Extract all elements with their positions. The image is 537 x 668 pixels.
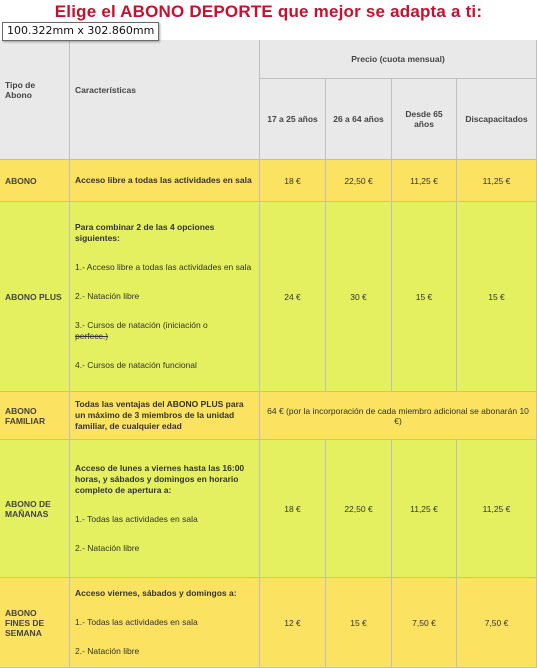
header-tipo: Tipo de Abono (0, 40, 70, 160)
table-row (0, 160, 537, 202)
desc-line: 1.- Acceso libre a todas las actividades en sala (75, 262, 252, 272)
price-discapacitados: 7,50 € (457, 578, 537, 668)
header-caracteristicas: Características (70, 40, 260, 160)
desc-line: 2.- Natación libre (75, 543, 140, 553)
price-26-64: 22,50 € (326, 440, 392, 578)
price-discapacitados: 15 € (457, 202, 537, 392)
price-discapacitados: 11,25 € (457, 440, 537, 578)
header-desde-65: Desde 65 años (392, 79, 457, 160)
price-discapacitados: 11,25 € (457, 160, 537, 202)
price-familiar: 64 € (por la incorporación de cada miembro adicional se abonarán 10 €) (260, 392, 537, 440)
row-tipo: ABONO DE MAÑANAS (0, 440, 70, 578)
page-title: Elige el ABONO DEPORTE que mejor se adapta a ti: (54, 2, 483, 21)
price-17-25: 18 € (260, 440, 326, 578)
row-tipo: ABONO FINES DE SEMANA (0, 578, 70, 668)
desc-line: Acceso libre a todas las actividades en sala (75, 175, 252, 185)
row-tipo: ABONO PLUS (0, 202, 70, 392)
desc-line: 2.- Natación libre (75, 291, 140, 301)
price-desde-65: 15 € (392, 202, 457, 392)
desc-line: Todas las ventajas del ABONO PLUS para un máximo de 3 miembros de la unidad familiar, de cualquier edad (75, 399, 244, 431)
table-row (0, 440, 537, 578)
desc-line: Acceso de lunes a viernes hasta las 16:00 horas, y sábados y domingos en horario completo de apertura a: (75, 463, 245, 495)
row-desc (70, 202, 260, 392)
abono-table (0, 40, 537, 668)
header-discapacitados: Discapacitados (457, 79, 537, 160)
desc-line: 3.- Cursos de natación (iniciación o perfecc.) (75, 320, 208, 341)
header-17-25: 17 a 25 años (260, 79, 326, 160)
header-26-64: 26 a 64 años (326, 79, 392, 160)
row-desc (70, 578, 260, 668)
price-17-25: 18 € (260, 160, 326, 202)
row-desc (70, 160, 260, 202)
price-17-25: 12 € (260, 578, 326, 668)
desc-line: 2.- Natación libre (75, 646, 140, 656)
price-desde-65: 11,25 € (392, 440, 457, 578)
row-tipo: ABONO FAMILIAR (0, 392, 70, 440)
table-row (0, 578, 537, 668)
desc-line: 1.- Todas las actividades en sala (75, 514, 198, 524)
row-desc (70, 392, 260, 440)
desc-line: Para combinar 2 de las 4 opciones siguientes: (75, 222, 215, 243)
table-row (0, 202, 537, 392)
desc-line: Acceso viernes, sábados y domingos a: (75, 588, 237, 598)
price-26-64: 22,50 € (326, 160, 392, 202)
price-desde-65: 11,25 € (392, 160, 457, 202)
desc-line: 1.- Todas las actividades en sala (75, 617, 198, 627)
price-17-25: 24 € (260, 202, 326, 392)
table-row (0, 392, 537, 440)
price-26-64: 30 € (326, 202, 392, 392)
header-precio: Precio (cuota mensual) (260, 40, 537, 79)
row-desc (70, 440, 260, 578)
dimension-tooltip: 100.322mm x 302.860mm (2, 22, 159, 41)
desc-line: 4.- Cursos de natación funcional (75, 360, 197, 370)
row-tipo: ABONO (0, 160, 70, 202)
price-26-64: 15 € (326, 578, 392, 668)
price-desde-65: 7,50 € (392, 578, 457, 668)
